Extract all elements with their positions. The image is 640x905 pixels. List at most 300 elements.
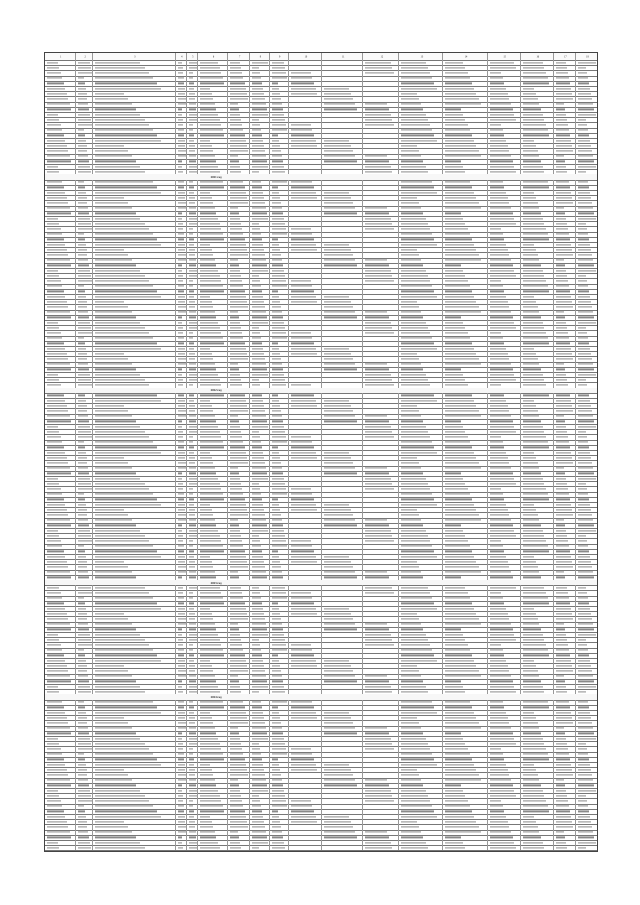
- cell-ink: [490, 598, 503, 599]
- cell-ink: [189, 702, 193, 703]
- cell-ink: [189, 182, 193, 183]
- cell-ink: [47, 509, 67, 510]
- cell-ink: [189, 566, 196, 567]
- cell-ink: [252, 566, 265, 567]
- cell-ink: [445, 384, 467, 385]
- cell-ink: [272, 551, 279, 552]
- cell-ink: [445, 353, 476, 354]
- cell-ink: [178, 322, 182, 323]
- cell-ink: [178, 665, 186, 666]
- cell-ink: [78, 681, 89, 682]
- cell-ink: [95, 478, 141, 479]
- cell-ink: [523, 431, 545, 432]
- cell-ink: [490, 530, 515, 531]
- cell-ink: [252, 234, 261, 235]
- cell-ink: [324, 296, 349, 297]
- header-cell: [442, 53, 487, 60]
- cell-ink: [178, 395, 185, 396]
- cell-ink: [230, 150, 248, 151]
- cell-ink: [252, 462, 265, 463]
- cell-ink: [445, 743, 465, 744]
- cell-ink: [200, 514, 214, 515]
- cell-ink: [445, 130, 469, 131]
- cell-ink: [445, 213, 460, 214]
- cell-ink: [230, 369, 239, 370]
- cell-ink: [95, 171, 145, 172]
- cell-ink: [578, 93, 591, 94]
- cell-ink: [252, 759, 262, 760]
- cell-ink: [178, 462, 186, 463]
- cell-ink: [47, 88, 65, 89]
- cell-ink: [490, 613, 508, 614]
- cell-ink: [189, 572, 196, 573]
- cell-ink: [578, 780, 593, 781]
- cell-ink: [365, 384, 394, 385]
- cell-ink: [47, 655, 64, 656]
- cell-ink: [95, 691, 145, 692]
- cell-ink: [556, 660, 571, 661]
- cell-ink: [490, 670, 510, 671]
- cell-ink: [230, 374, 240, 375]
- cell-ink: [445, 462, 478, 463]
- cell-ink: [189, 681, 197, 682]
- cell-ink: [78, 395, 85, 396]
- cell-ink: [230, 738, 240, 739]
- cell-ink: [78, 98, 87, 99]
- cell-ink: [523, 62, 543, 63]
- cell-ink: [324, 249, 351, 250]
- cell-ink: [291, 717, 317, 718]
- cell-ink: [95, 603, 157, 604]
- cell-ink: [272, 228, 286, 229]
- cell-ink: [445, 150, 478, 151]
- cell-ink: [401, 509, 416, 510]
- cell-ink: [578, 457, 591, 458]
- cell-ink: [291, 244, 316, 245]
- cell-ink: [578, 655, 589, 656]
- cell-ink: [523, 592, 546, 593]
- cell-ink: [578, 62, 596, 63]
- cell-ink: [523, 208, 540, 209]
- cell-ink: [401, 790, 425, 791]
- cell-ink: [252, 800, 260, 801]
- cell-ink: [230, 114, 240, 115]
- cell-ink: [556, 78, 569, 79]
- cell-ink: [189, 124, 193, 125]
- cell-ink: [178, 291, 185, 292]
- cell-ink: [189, 202, 196, 203]
- cell-ink: [189, 660, 195, 661]
- cell-ink: [189, 192, 195, 193]
- cell-ink: [78, 572, 88, 573]
- cell-ink: [47, 338, 62, 339]
- cell-ink: [556, 504, 571, 505]
- cell-ink: [95, 702, 153, 703]
- cell-ink: [523, 223, 545, 224]
- cell-ink: [200, 540, 221, 541]
- cell-ink: [272, 790, 285, 791]
- cell-ink: [272, 577, 284, 578]
- cell-ink: [47, 280, 61, 281]
- cell-ink: [178, 124, 184, 125]
- cell-ink: [401, 483, 427, 484]
- cell-ink: [47, 800, 61, 801]
- cell-ink: [291, 93, 317, 94]
- cell-ink: [291, 759, 314, 760]
- cell-ink: [200, 499, 224, 500]
- cell-ink: [230, 135, 244, 136]
- cell-ink: [556, 228, 568, 229]
- cell-ink: [252, 665, 264, 666]
- cell-ink: [252, 738, 267, 739]
- cell-ink: [78, 312, 88, 313]
- cell-ink: [445, 208, 480, 209]
- cell-ink: [47, 603, 64, 604]
- header-cell-label: 16: [536, 55, 540, 58]
- cell-ink: [78, 650, 84, 651]
- cell-ink: [47, 702, 62, 703]
- cell-ink: [230, 197, 247, 198]
- cell-ink: [556, 676, 564, 677]
- cell-ink: [523, 624, 540, 625]
- cell-ink: [200, 457, 212, 458]
- cell-ink: [230, 322, 240, 323]
- cell-ink: [324, 369, 357, 370]
- cell-ink: [95, 124, 149, 125]
- cell-ink: [401, 327, 427, 328]
- cell-ink: [47, 473, 71, 474]
- cell-ink: [189, 457, 195, 458]
- cell-ink: [272, 280, 286, 281]
- cell-ink: [95, 312, 132, 313]
- cell-ink: [252, 525, 266, 526]
- cell-ink: [490, 800, 502, 801]
- cell-ink: [47, 676, 70, 677]
- cell-ink: [578, 416, 593, 417]
- cell-ink: [445, 561, 476, 562]
- cell-ink: [578, 83, 589, 84]
- cell-ink: [200, 265, 217, 266]
- cell-ink: [78, 332, 91, 333]
- cell-ink: [401, 598, 432, 599]
- cell-ink: [272, 478, 285, 479]
- cell-ink: [272, 572, 283, 573]
- cell-ink: [445, 436, 467, 437]
- cell-ink: [47, 72, 61, 73]
- cell-ink: [95, 426, 141, 427]
- cell-ink: [252, 780, 266, 781]
- header-cell: [362, 53, 399, 60]
- cell-ink: [578, 436, 587, 437]
- cell-ink: [578, 790, 596, 791]
- cell-ink: [578, 353, 591, 354]
- cell-ink: [490, 462, 510, 463]
- cell-ink: [490, 67, 516, 68]
- cell-ink: [445, 712, 474, 713]
- cell-ink: [230, 598, 243, 599]
- cell-ink: [291, 707, 314, 708]
- cell-ink: [95, 384, 149, 385]
- cell-ink: [95, 530, 141, 531]
- cell-ink: [556, 213, 565, 214]
- cell-ink: [252, 353, 264, 354]
- cell-ink: [272, 244, 280, 245]
- cell-ink: [272, 156, 283, 157]
- cell-ink: [556, 488, 568, 489]
- cell-ink: [401, 244, 436, 245]
- cell-ink: [189, 436, 193, 437]
- cell-ink: [78, 712, 85, 713]
- cell-ink: [523, 260, 540, 261]
- cell-ink: [200, 223, 220, 224]
- cell-ink: [200, 249, 212, 250]
- cell-ink: [401, 504, 436, 505]
- cell-ink: [578, 514, 592, 515]
- cell-ink: [445, 592, 467, 593]
- cell-ink: [401, 447, 434, 448]
- cell-ink: [578, 275, 586, 276]
- cell-ink: [578, 114, 596, 115]
- cell-ink: [95, 431, 145, 432]
- cell-ink: [272, 769, 281, 770]
- cell-ink: [95, 416, 132, 417]
- cell-ink: [401, 353, 416, 354]
- cell-ink: [523, 218, 543, 219]
- cell-ink: [178, 748, 184, 749]
- cell-ink: [490, 384, 502, 385]
- cell-ink: [490, 249, 508, 250]
- cell-ink: [272, 431, 286, 432]
- cell-ink: [523, 629, 541, 630]
- cell-ink: [365, 104, 387, 105]
- cell-ink: [47, 644, 61, 645]
- cell-ink: [445, 728, 480, 729]
- cell-ink: [490, 395, 505, 396]
- cell-ink: [578, 535, 586, 536]
- cell-ink: [47, 618, 68, 619]
- cell-ink: [365, 213, 388, 214]
- cell-ink: [523, 738, 543, 739]
- cell-ink: [523, 748, 546, 749]
- cell-ink: [523, 447, 549, 448]
- cell-ink: [47, 286, 62, 287]
- cell-ink: [95, 670, 128, 671]
- cell-ink: [578, 494, 588, 495]
- cell-ink: [445, 405, 476, 406]
- cell-ink: [252, 280, 260, 281]
- cell-ink: [523, 483, 545, 484]
- cell-ink: [556, 249, 573, 250]
- cell-ink: [556, 395, 570, 396]
- cell-ink: [324, 457, 351, 458]
- cell-ink: [556, 702, 569, 703]
- cell-ink: [324, 150, 353, 151]
- cell-ink: [95, 353, 124, 354]
- cell-ink: [252, 291, 262, 292]
- cell-ink: [523, 759, 549, 760]
- cell-ink: [490, 254, 510, 255]
- cell-ink: [272, 603, 279, 604]
- cell-ink: [252, 644, 260, 645]
- cell-ink: [401, 691, 427, 692]
- cell-ink: [252, 150, 265, 151]
- cell-ink: [200, 364, 215, 365]
- cell-ink: [78, 436, 91, 437]
- cell-ink: [445, 790, 463, 791]
- cell-ink: [230, 530, 240, 531]
- cell-ink: [523, 228, 546, 229]
- cell-ink: [78, 369, 89, 370]
- cell-ink: [200, 566, 214, 567]
- cell-ink: [178, 213, 182, 214]
- cell-ink: [578, 145, 591, 146]
- cell-ink: [200, 494, 223, 495]
- cell-ink: [365, 728, 387, 729]
- cell-ink: [401, 218, 425, 219]
- cell-ink: [365, 431, 392, 432]
- cell-ink: [324, 785, 357, 786]
- cell-ink: [189, 161, 197, 162]
- cell-ink: [556, 93, 573, 94]
- cell-ink: [95, 202, 128, 203]
- cell-ink: [178, 509, 186, 510]
- cell-ink: [178, 488, 184, 489]
- cell-ink: [200, 603, 224, 604]
- cell-ink: [272, 166, 285, 167]
- cell-ink: [178, 618, 186, 619]
- cell-ink: [401, 561, 416, 562]
- cell-ink: [272, 504, 280, 505]
- cell-ink: [178, 686, 182, 687]
- cell-ink: [189, 254, 196, 255]
- cell-ink: [272, 265, 284, 266]
- cell-ink: [556, 161, 565, 162]
- cell-ink: [578, 686, 596, 687]
- cell-ink: [47, 67, 59, 68]
- cell-ink: [523, 785, 541, 786]
- cell-ink: [78, 514, 87, 515]
- cell-ink: [200, 88, 211, 89]
- cell-ink: [556, 738, 566, 739]
- cell-ink: [189, 764, 195, 765]
- cell-ink: [523, 239, 549, 240]
- cell-ink: [578, 400, 590, 401]
- cell-ink: [200, 301, 212, 302]
- cell-ink: [490, 608, 507, 609]
- cell-ink: [252, 67, 259, 68]
- cell-ink: [178, 436, 184, 437]
- cell-ink: [47, 322, 58, 323]
- header-cell-label: 9: [279, 55, 281, 58]
- cell-ink: [445, 618, 478, 619]
- cell-ink: [556, 182, 569, 183]
- cell-ink: [401, 119, 427, 120]
- cell-ink: [95, 499, 157, 500]
- cell-ink: [401, 728, 421, 729]
- cell-ink: [272, 114, 285, 115]
- cell-ink: [200, 468, 215, 469]
- cell-ink: [291, 88, 316, 89]
- cell-ink: [272, 109, 284, 110]
- cell-ink: [189, 322, 197, 323]
- cell-ink: [200, 598, 223, 599]
- cell-ink: [47, 161, 71, 162]
- cell-ink: [401, 499, 434, 500]
- cell-ink: [78, 202, 87, 203]
- cell-ink: [272, 145, 281, 146]
- cell-ink: [556, 244, 571, 245]
- cell-ink: [78, 738, 90, 739]
- cell-ink: [178, 218, 182, 219]
- cell-ink: [523, 374, 543, 375]
- cell-ink: [95, 535, 145, 536]
- cell-ink: [78, 686, 90, 687]
- cell-ink: [95, 504, 161, 505]
- cell-ink: [445, 400, 474, 401]
- cell-ink: [200, 395, 224, 396]
- cell-ink: [95, 442, 153, 443]
- cell-ink: [401, 364, 421, 365]
- cell-ink: [189, 239, 194, 240]
- cell-ink: [47, 634, 58, 635]
- cell-ink: [272, 546, 287, 547]
- cell-ink: [324, 254, 353, 255]
- cell-ink: [490, 488, 502, 489]
- cell-ink: [523, 301, 536, 302]
- cell-ink: [324, 728, 355, 729]
- cell-ink: [556, 613, 573, 614]
- cell-ink: [490, 702, 503, 703]
- cell-ink: [401, 192, 436, 193]
- cell-ink: [490, 478, 515, 479]
- cell-ink: [445, 306, 478, 307]
- cell-ink: [490, 676, 512, 677]
- cell-ink: [189, 358, 196, 359]
- cell-ink: [401, 436, 430, 437]
- cell-ink: [490, 244, 507, 245]
- cell-ink: [556, 603, 570, 604]
- cell-ink: [252, 327, 259, 328]
- cell-ink: [365, 270, 390, 271]
- cell-ink: [189, 717, 195, 718]
- cell-ink: [200, 551, 224, 552]
- cell-ink: [252, 676, 266, 677]
- cell-ink: [523, 790, 543, 791]
- cell-ink: [47, 728, 70, 729]
- cell-ink: [578, 104, 593, 105]
- cell-ink: [365, 577, 388, 578]
- cell-ink: [200, 712, 211, 713]
- cell-ink: [252, 62, 267, 63]
- cell-ink: [291, 603, 314, 604]
- header-cell: [197, 53, 228, 60]
- cell-ink: [401, 208, 421, 209]
- cell-ink: [189, 655, 194, 656]
- header-cell: [398, 53, 443, 60]
- cell-ink: [230, 520, 238, 521]
- cell-ink: [490, 733, 513, 734]
- cell-ink: [365, 322, 390, 323]
- cell-ink: [578, 468, 593, 469]
- cell-ink: [445, 514, 478, 515]
- cell-ink: [230, 192, 245, 193]
- cell-ink: [47, 327, 59, 328]
- cell-ink: [445, 228, 467, 229]
- cell-ink: [189, 629, 197, 630]
- cell-ink: [189, 650, 193, 651]
- cell-ink: [556, 754, 569, 755]
- cell-ink: [401, 795, 427, 796]
